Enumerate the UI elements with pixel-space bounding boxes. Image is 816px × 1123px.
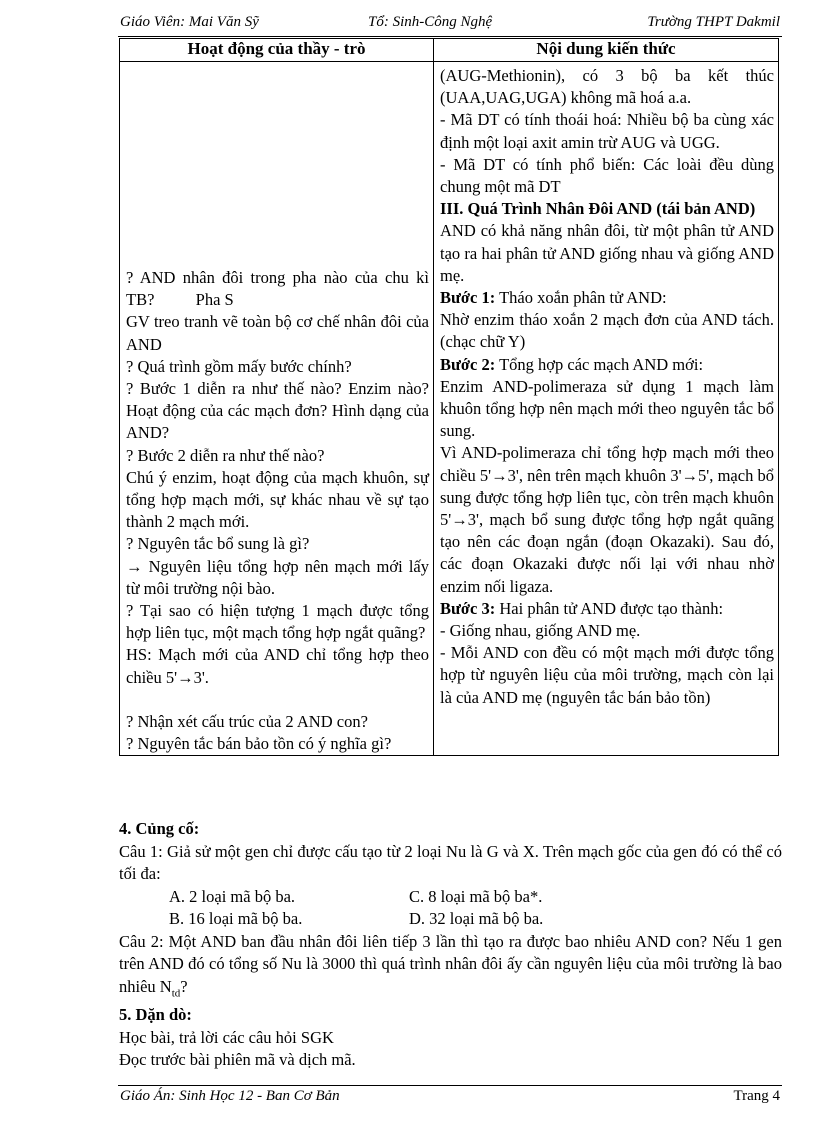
content-paragraph: - Mã DT có tính thoái hoá: Nhiều bộ ba cùng xác định một loại axit amin trừ AUG và UGG.	[440, 110, 774, 152]
header-teacher: Giáo Viên: Mai Văn Sỹ	[120, 14, 259, 30]
lesson-table	[119, 38, 779, 756]
step-2-label: Bước 2:	[440, 354, 496, 374]
content-cell	[434, 62, 779, 756]
header-school: Trường THPT Dakmil	[647, 14, 780, 30]
page-header	[120, 14, 780, 36]
activity-line: → Nguyên liệu tổng hợp nên mạch mới lấy từ môi trường nội bào.	[126, 556, 429, 598]
step-3-title	[440, 598, 774, 620]
question-2-end: ?	[180, 976, 188, 996]
step-2-title	[440, 354, 774, 376]
homework-line: Học bài, trả lời các câu hỏi SGK	[119, 1027, 334, 1047]
activity-line: ? Tại sao có hiện tượng 1 mạch được tổng hợp liên tục, một mạch tổng hợp ngắt quãng?	[126, 601, 429, 643]
column-header-activities: Hoạt động của thầy - trò	[120, 39, 434, 62]
activity-line: GV treo tranh vẽ toàn bộ cơ chế nhân đôi của AND	[126, 312, 429, 354]
activity-line: ? Bước 2 diễn ra như thế nào?	[126, 445, 325, 465]
content-paragraph: - Mỗi AND con đều có một mạch mới được tổng hợp từ nguyên liệu của môi trường, mạch còn lại là của AND mẹ (nguyên tắc bán bảo tồn)	[440, 643, 774, 707]
content-paragraph: Vì AND-polimeraza chỉ tổng hợp mạch mới theo chiều 5'→3', nên trên mạch khuôn 3'→5', mạch bổ sung được tổng hợp liên tục, còn trên mạch khuôn 5'→3', mạch bổ sung được tổng hợp ngắt quãng tạo nên các đoạn ngắn (đoạn Okazaki). Sau đó, các đoạn Okazaki được nối lại với nhau nhờ enzim nối ligaza.	[440, 443, 774, 596]
footer-rule	[118, 1085, 782, 1086]
question-2-subscript: td	[171, 986, 181, 999]
option-a: A. 2 loại mã bộ ba.	[169, 886, 296, 906]
footer-title: Giáo Án: Sinh Học 12 - Ban Cơ Bản	[120, 1088, 340, 1104]
content-paragraph: - Mã DT có tính phổ biến: Các loài đều dùng chung một mã DT	[440, 154, 774, 197]
content-paragraph: - Giống nhau, giống AND mẹ.	[440, 621, 641, 641]
content-paragraph: Enzim AND-polimeraza sử dụng 1 mạch làm khuôn tổng hợp nên mạch mới theo nguyên tắc bổ sung.	[440, 376, 774, 441]
step-1-title	[440, 287, 774, 309]
question-2	[119, 931, 782, 1005]
activities-cell	[120, 62, 434, 756]
step-3-text: Hai phân tử AND được tạo thành:	[495, 598, 724, 618]
activity-line: ? Nhận xét cấu trúc của 2 AND con?	[126, 711, 368, 731]
step-1-text: Tháo xoắn phân tử AND:	[495, 288, 667, 308]
activity-line: ? Nguyên tắc bán bảo tồn có ý nghĩa gì?	[126, 734, 392, 754]
options-row	[119, 908, 782, 931]
header-group: Tổ: Sinh-Công Nghệ	[368, 14, 493, 30]
content-paragraph: (AUG-Methionin), có 3 bộ ba kết thúc (UAA,UAG,UGA) không mã hoá a.a.	[440, 66, 774, 108]
activity-line: ? AND nhân đôi trong pha nào của chu kì TB? Pha S	[126, 268, 433, 310]
activity-line: Chú ý enzim, hoạt động của mạch khuôn, sự tổng hợp mạch mới, sự khác nhau về sự tạo thành 2 mạch mới.	[126, 467, 429, 532]
content-paragraph: Nhờ enzim tháo xoắn 2 mạch đơn của AND tách. (chạc chữ Y)	[440, 310, 774, 352]
page-footer	[120, 1088, 780, 1110]
step-2-text: Tổng hợp các mạch AND mới:	[495, 354, 704, 374]
activity-line: HS: Mạch mới của AND chỉ tổng hợp theo chiều 5'→3'.	[126, 645, 429, 687]
step-1-label: Bước 1:	[440, 288, 496, 308]
option-d: D. 32 loại mã bộ ba.	[409, 909, 544, 928]
activity-line: ? Quá trình gồm mấy bước chính?	[126, 356, 352, 376]
homework-line: Đọc trước bài phiên mã và dịch mã.	[119, 1050, 356, 1070]
question-2-text: Câu 2: Một AND ban đầu nhân đôi liên tiếp 3 lần thì tạo ra được bao nhiêu AND con? Nếu 1 gen trên AND đó có tổng số Nu là 3000 thì quá trình nhân đôi ấy cần nguyên liệu của môi trường là bao nhiêu N	[119, 931, 782, 996]
review-section	[119, 818, 782, 1072]
option-c: C. 8 loại mã bộ ba*.	[409, 886, 543, 906]
section-heading: III. Quá Trình Nhân Đôi AND (tái bản AND)	[440, 199, 756, 219]
homework-heading: 5. Dặn dò:	[119, 1005, 192, 1025]
column-header-content: Nội dung kiến thức	[434, 39, 779, 62]
review-heading: 4. Củng cố:	[119, 819, 200, 838]
header-rule	[118, 36, 782, 37]
option-b: B. 16 loại mã bộ ba.	[169, 909, 303, 928]
question-1: Câu 1: Giả sử một gen chỉ được cấu tạo từ 2 loại Nu là G và X. Trên mạch gốc của gen đó có thể có tối đa:	[119, 841, 782, 883]
page-number: Trang 4	[733, 1088, 780, 1104]
step-3-label: Bước 3:	[440, 598, 496, 618]
activity-line: ? Bước 1 diễn ra như thế nào? Enzim nào? Hoạt động của các mạch đơn? Hình dạng của AND?	[126, 379, 429, 443]
activity-line: ? Nguyên tắc bổ sung là gì?	[126, 534, 310, 554]
options-row	[119, 886, 782, 909]
content-paragraph: AND có khả năng nhân đôi, từ một phân tử AND tạo ra hai phân tử AND giống nhau và giống AND mẹ.	[440, 221, 774, 285]
